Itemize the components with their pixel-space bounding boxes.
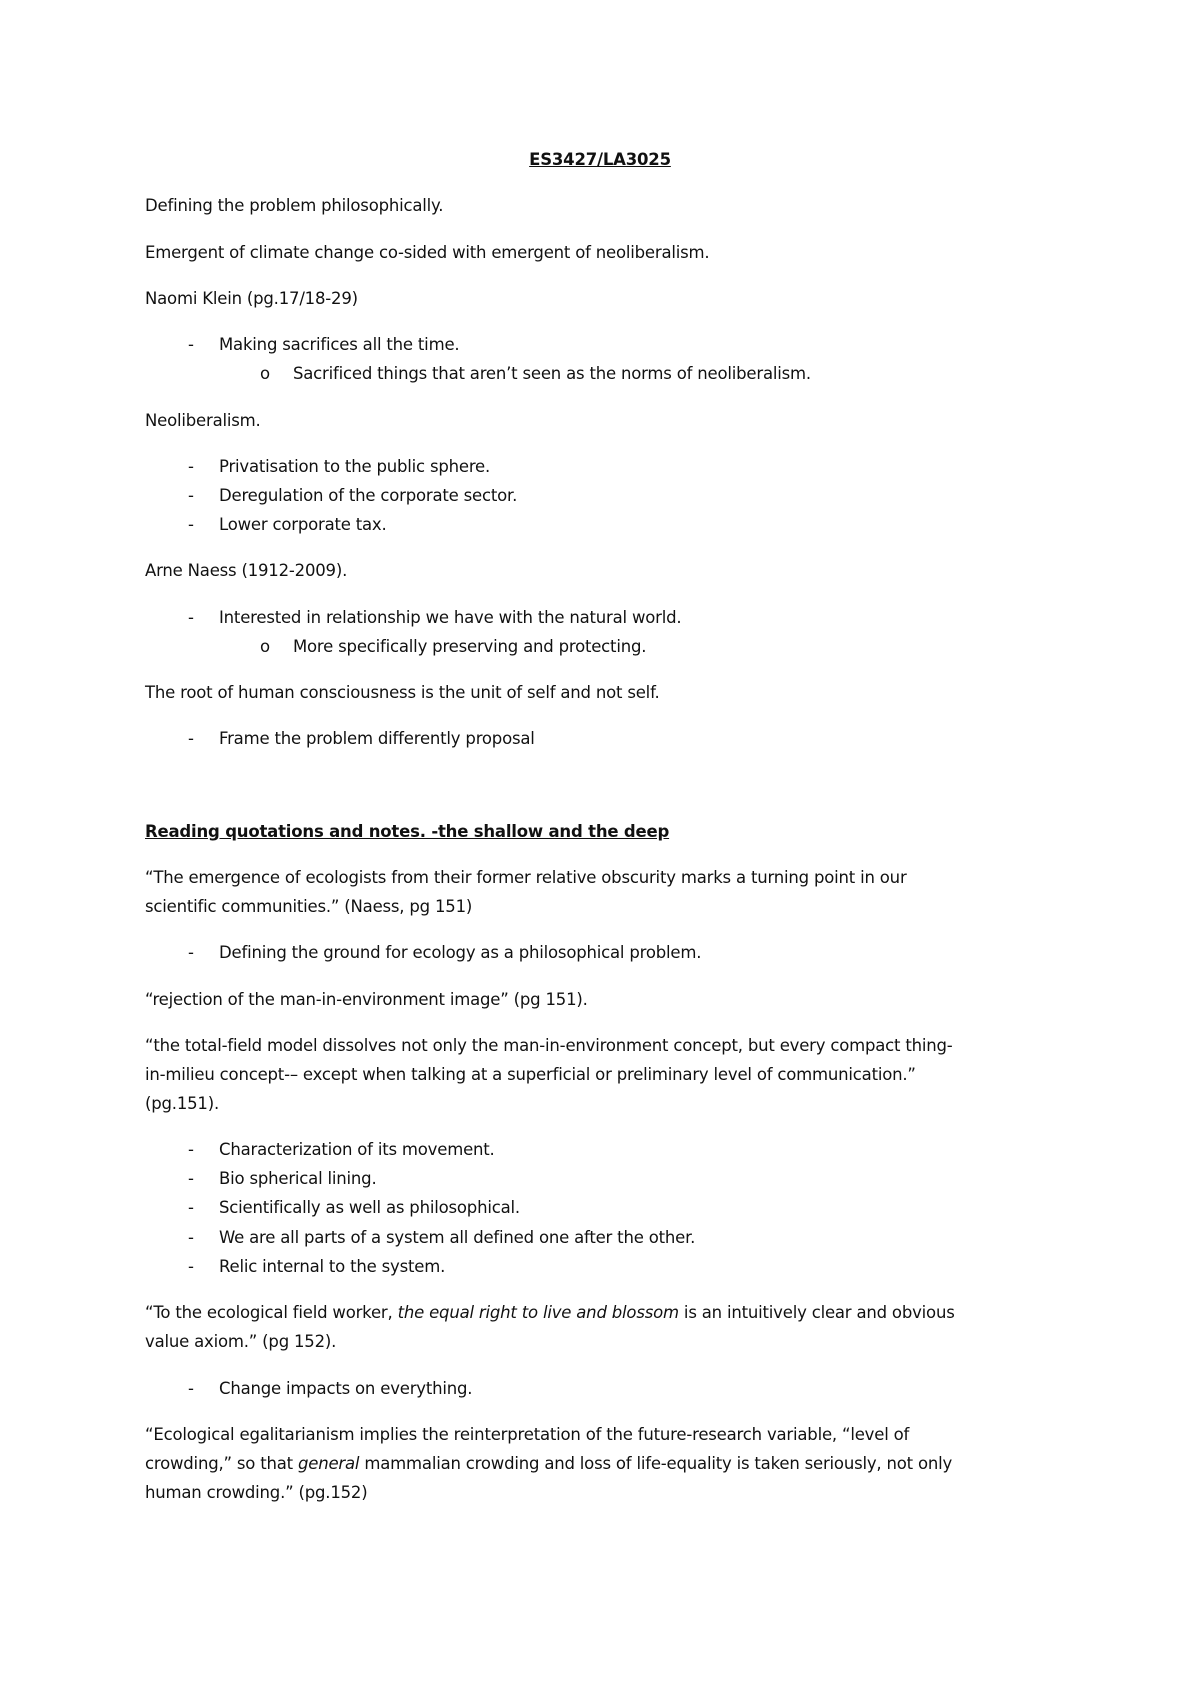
intro-line-2: Emergent of climate change co-sided with emergent of neoliberalism. bbox=[145, 243, 710, 262]
klein-sub-bullet: Sacrificed things that aren’t seen as the norms of neoliberalism. bbox=[293, 364, 811, 383]
bullet-dash: - bbox=[188, 1379, 194, 1398]
bullet-dash: - bbox=[188, 1198, 194, 1217]
course-code-title: ES3427/LA3025 bbox=[529, 150, 671, 169]
quote-4-text-start: “To the ecological field worker, bbox=[145, 1303, 398, 1322]
bullet-dash: - bbox=[188, 729, 194, 748]
root-consciousness-line: The root of human consciousness is the unit of self and not self. bbox=[145, 683, 660, 702]
quote-4-line-2: value axiom.” (pg 152). bbox=[145, 1332, 337, 1351]
bullet-dash: - bbox=[188, 1140, 194, 1159]
quote-4-bullet: Change impacts on everything. bbox=[219, 1379, 473, 1398]
neo-item: Deregulation of the corporate sector. bbox=[219, 486, 518, 505]
intro-line-1: Defining the problem philosophically. bbox=[145, 196, 444, 215]
quote-3-bullet: Bio spherical lining. bbox=[219, 1169, 377, 1188]
quote-5-emphasis: general bbox=[298, 1454, 360, 1473]
bullet-dash: - bbox=[188, 943, 194, 962]
bullet-dash: - bbox=[188, 1257, 194, 1276]
quote-3-bullet: Scientifically as well as philosophical. bbox=[219, 1198, 520, 1217]
quote-4-text-end: is an intuitively clear and obvious bbox=[678, 1303, 955, 1322]
quote-3-line-2: in-milieu concept-– except when talking at a superficial or preliminary level of communication.” bbox=[145, 1065, 916, 1084]
quote-5-line-2 bbox=[145, 1454, 952, 1473]
root-bullet: Frame the problem differently proposal bbox=[219, 729, 535, 748]
quote-4-emphasis: the equal right to live and blossom bbox=[397, 1303, 679, 1322]
quote-3-bullet: Relic internal to the system. bbox=[219, 1257, 446, 1276]
quote-5-text-end: mammalian crowding and loss of life-equality is taken seriously, not only bbox=[359, 1454, 953, 1473]
quote-3-line-3: (pg.151). bbox=[145, 1094, 220, 1113]
quote-5-line-1: “Ecological egalitarianism implies the reinterpretation of the future-research variable, “level of bbox=[145, 1425, 910, 1444]
sub-bullet-marker: o bbox=[260, 637, 270, 656]
quote-3-bullet: We are all parts of a system all defined one after the other. bbox=[219, 1228, 696, 1247]
sub-bullet-marker: o bbox=[260, 364, 270, 383]
naess-bullet: Interested in relationship we have with the natural world. bbox=[219, 608, 682, 627]
bullet-dash: - bbox=[188, 335, 194, 354]
bullet-dash: - bbox=[188, 515, 194, 534]
naess-sub-bullet: More specifically preserving and protecting. bbox=[293, 637, 647, 656]
quote-2: “rejection of the man-in-environment image” (pg 151). bbox=[145, 990, 588, 1009]
reading-heading: Reading quotations and notes. -the shallow and the deep bbox=[145, 822, 670, 841]
neo-item: Privatisation to the public sphere. bbox=[219, 457, 491, 476]
quote-1-line-2: scientific communities.” (Naess, pg 151) bbox=[145, 897, 473, 916]
quote-3-bullet: Characterization of its movement. bbox=[219, 1140, 495, 1159]
quote-5-text-start: crowding,” so that bbox=[145, 1454, 298, 1473]
klein-reference: Naomi Klein (pg.17/18-29) bbox=[145, 289, 358, 308]
quote-1-line-1: “The emergence of ecologists from their former relative obscurity marks a turning point in our bbox=[145, 868, 907, 887]
quote-5-line-3: human crowding.” (pg.152) bbox=[145, 1483, 368, 1502]
quote-3-line-1: “the total-field model dissolves not only the man-in-environment concept, but every compact thing- bbox=[145, 1036, 953, 1055]
bullet-dash: - bbox=[188, 608, 194, 627]
neoliberalism-heading: Neoliberalism. bbox=[145, 411, 261, 430]
quote-4-line-1 bbox=[145, 1303, 955, 1322]
naess-reference: Arne Naess (1912-2009). bbox=[145, 561, 348, 580]
bullet-dash: - bbox=[188, 486, 194, 505]
quote-1-bullet: Defining the ground for ecology as a philosophical problem. bbox=[219, 943, 702, 962]
neo-item: Lower corporate tax. bbox=[219, 515, 387, 534]
bullet-dash: - bbox=[188, 1228, 194, 1247]
klein-bullet: Making sacrifices all the time. bbox=[219, 335, 460, 354]
bullet-dash: - bbox=[188, 457, 194, 476]
bullet-dash: - bbox=[188, 1169, 194, 1188]
